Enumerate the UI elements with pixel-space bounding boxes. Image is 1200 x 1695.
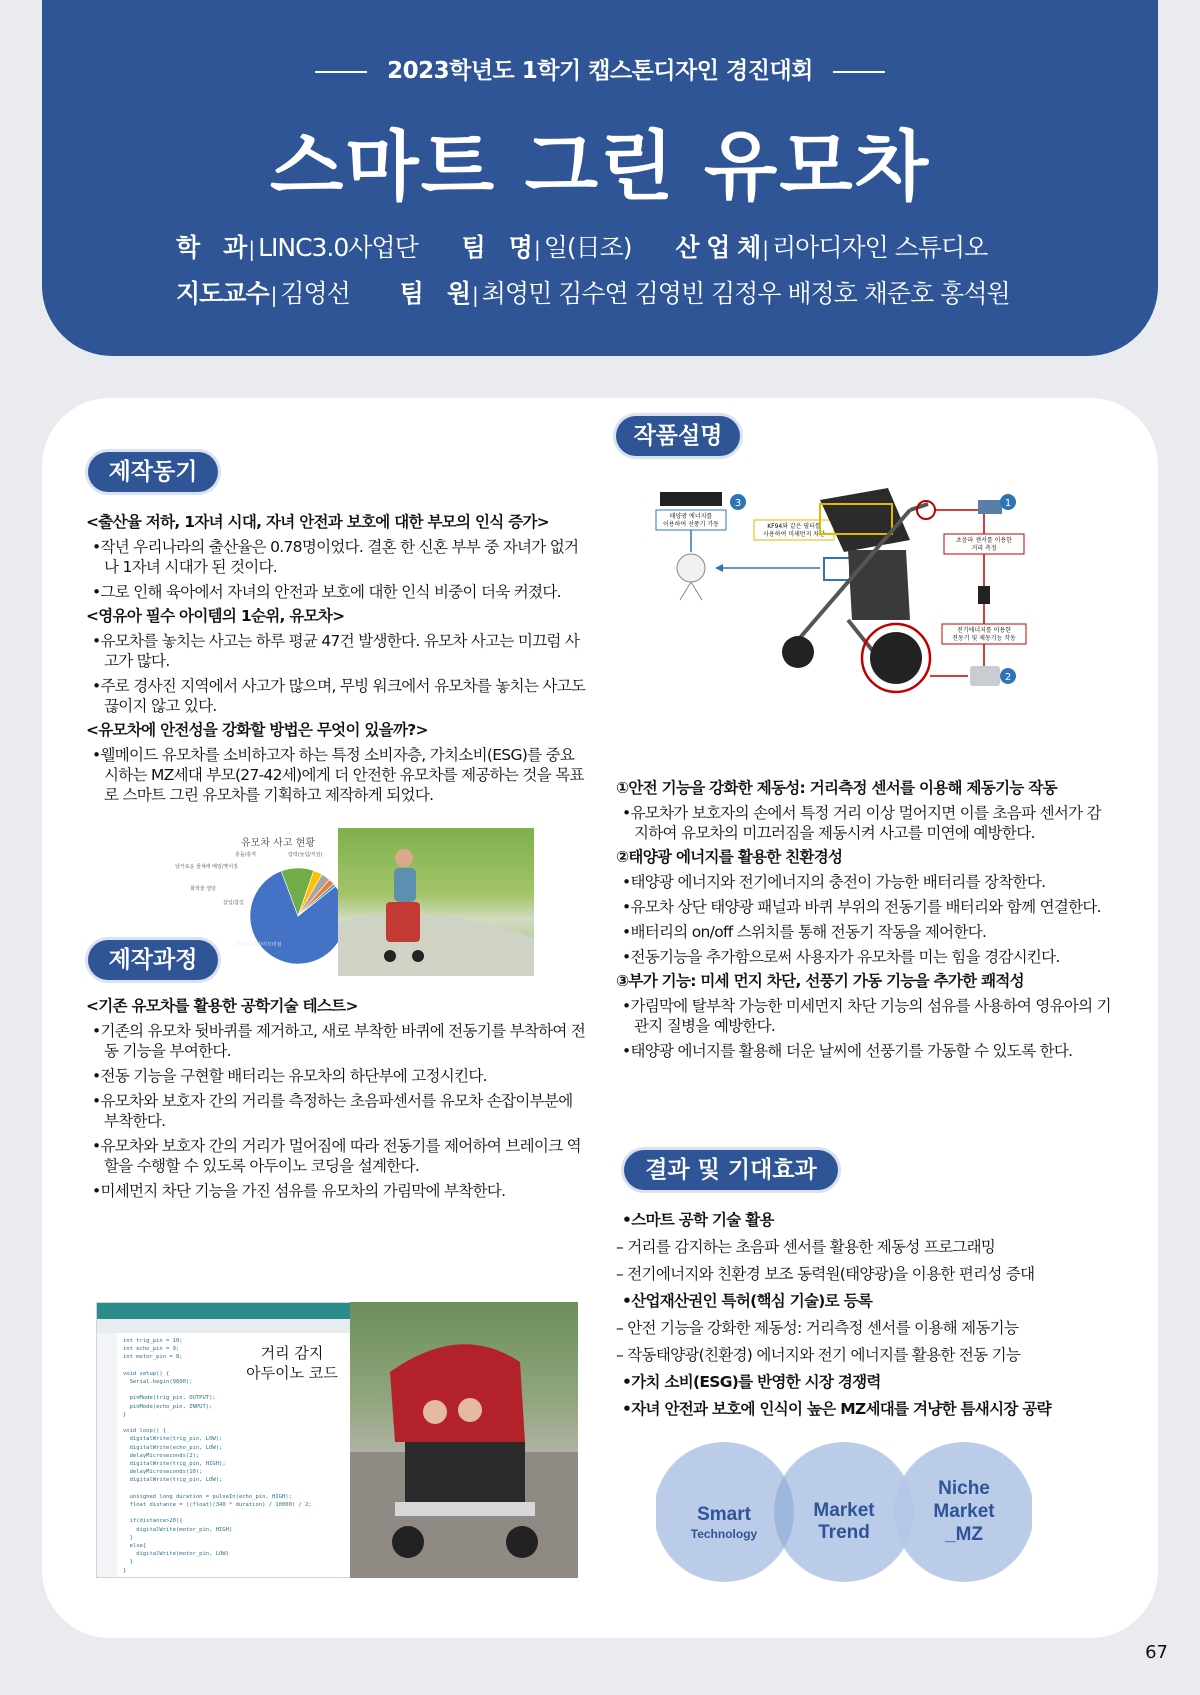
motor-icon [970,666,1000,686]
motivation-text [86,508,586,805]
code-caption: 거리 감지 아두이노 코드 [246,1344,338,1382]
process-bullet: •전동 기능을 구현할 배터리는 유모차의 하단부에 고정시킨다. [92,1067,487,1085]
description-bullet: •전동기능을 추가함으로써 사용자가 유모차를 미는 힘을 경감시킨다. [622,948,1060,966]
venn-label-technology: Technology [690,1527,758,1541]
process-bullet: •유모차와 보호자 간의 거리를 측정하는 초음파센서를 유모차 손잡이부분에 부착한다. [92,1092,573,1130]
venn-label-niche-market: Market [933,1501,995,1522]
badge-2-label: 2 [1004,672,1012,683]
advisor-label: 지도교수 [176,279,269,308]
motor-label-line1: 전기에너지를 이용한 [956,627,1012,634]
arduino-code-screenshot [96,1302,386,1578]
ide-tab [97,1319,385,1333]
company-label: 산 업 체 [675,233,761,262]
solar-panel-icon [660,492,722,506]
rear-wheel [870,632,922,684]
battery-icon [978,586,990,604]
divider-left [315,71,367,73]
section-pill-process: 제작과정 [88,940,218,980]
description-heading-1: ①안전 기능을 강화한 제동성: 거리측정 센서를 이용해 제동기능 작동 [616,779,1057,797]
pie-slice-label: 충돌/충격 [234,852,256,858]
motivation-heading-3: <유모차에 안전성을 강화할 방법은 무엇이 있을까?> [86,721,428,739]
pie-title: 유모차 사고 현황 [241,838,315,849]
company-value: 리아디자인 스튜디오 [772,233,988,262]
ultra-label-line2: 거리 측정 [971,545,997,552]
page-number: 67 [1145,1642,1168,1663]
process-bullet: •기존의 유모차 뒷바퀴를 제거하고, 새로 부착한 바퀴에 전동기를 부착하여 전동 기능을 부여한다. [92,1022,586,1060]
ide-toolbar [97,1303,385,1319]
team-name-value: 일(日조) [543,233,632,262]
motivation-bullet: •주로 경사진 지역에서 사고가 많으며, 무빙 워크에서 유모차를 놓치는 사고도 끊이지 않고 있다. [92,677,586,715]
results-detail: – 안전 기능을 강화한 제동성: 거리측정 센서를 이용해 제동기능 [616,1319,1019,1337]
venn-label-trend: Trend [818,1522,870,1543]
description-bullet: •유모차가 보호자의 손에서 특정 거리 이상 멀어지면 이를 초음파 센서가 감지하여 유모차의 미끄러짐을 제동시켜 사고를 미연에 예방한다. [622,804,1101,842]
fan-icon [677,554,705,582]
badge-1-label: 1 [1004,498,1012,509]
badge-3-label: 3 [734,498,742,509]
ultra-label-line1: 초음파 센서를 이용한 [956,537,1012,544]
members-value: 최영민 김수연 김영빈 김정우 배정호 채준호 홍석원 [481,279,1010,308]
results-heading: •자녀 안전과 보호에 인식이 높은 MZ세대를 겨냥한 틈새시장 공략 [622,1400,1051,1418]
members-label: 팀 원 [399,279,471,308]
advisor-value: 김영선 [280,279,350,308]
pie-slice-label: 추락/넘어짐/미끄러짐 [234,942,282,948]
results-detail: – 거리를 감지하는 초음파 센서를 활용한 제동성 프로그래밍 [616,1238,996,1256]
prototype-stroller-photo [350,1302,578,1578]
info-row-2: 지도교수 | 김영선 팀 원 | 최영민 김수연 김영빈 김정우 배정호 채준호 홍석원 [176,279,1010,308]
process-bullet: •유모차와 보호자 간의 거리가 멀어짐에 따라 전동기를 제어하여 브레이크 역할을 수행할 수 있도록 아두이노 코딩을 설계한다. [92,1137,581,1175]
motor-label-line2: 전동기 및 제동기능 작동 [952,635,1016,642]
section-pill-motivation: 제작동기 [88,452,218,492]
description-bullet: •가림막에 탈부착 가능한 미세먼지 차단 기능의 섬유를 사용하여 영유아의 기관지 질병을 예방한다. [622,997,1111,1035]
description-bullet: •태양광 에너지를 활용해 더운 날씨에 선풍기를 가동할 수 있도록 한다. [622,1042,1073,1060]
dept-label: 학 과 [176,233,247,262]
description-bullet: •태양광 에너지와 전기에너지의 충전이 가능한 배터리를 장착한다. [622,873,1046,891]
venn-label-niche: Niche [938,1478,990,1499]
divider-right [833,71,885,73]
ultrasonic-sensor-icon [978,500,1002,514]
venn-label-mz: _MZ [945,1524,983,1545]
results-detail: – 작동태양광(친환경) 에너지와 전기 에너지를 활용한 전동 기능 [616,1346,1021,1364]
venn-label-smart: Smart [697,1504,751,1525]
solar-label-line2: 이용하여 선풍기 가동 [663,521,719,528]
section-pill-results: 결과 및 기대효과 [624,1150,838,1190]
pie-slice-label: 날카로운 물체에 베임/찢어짐 [175,864,238,870]
process-bullet: •미세먼지 차단 기능을 가진 섬유를 유모차의 가림막에 부착한다. [92,1182,506,1200]
pie-slice-label: 압력(눌림/끼임) [288,852,323,858]
filter-label-line1: KF94와 같은 필터를 [767,523,821,530]
front-wheel [782,636,814,668]
section-pill-description: 작품설명 [616,416,740,456]
description-heading-3: ③부가 기능: 미세 먼지 차단, 선풍기 가동 기능을 추가한 쾌적성 [616,972,1024,990]
pie-slice-label: 화학물 열탕 [190,886,216,892]
content-card [42,398,1158,1638]
motivation-bullet: •웰메이드 유모차를 소비하고자 하는 특정 소비자층, 가치소비(ESG)를 중요시하는 MZ세대 부모(27-42세)에게 더 안전한 유모차를 제공하는 것을 목표로 스마트 그린 유모차를 기획하고 제작하게 되었다. [92,746,584,804]
project-title: 스마트 그린 유모차 [269,122,931,211]
process-heading: <기존 유모차를 활용한 공학기술 테스트> [86,997,358,1015]
team-name-label: 팀 명 [461,233,532,262]
results-heading: •산업재산권인 특허(핵심 기술)로 등록 [622,1292,873,1310]
filter-label-line2: 사용하여 미세먼지 차단 [763,531,825,538]
dept-value: LINC3.0사업단 [258,233,418,262]
pie-slice-label: 삽입/흡입 [222,900,244,906]
venn-label-market: Market [813,1500,875,1521]
results-heading: •스마트 공학 기술 활용 [622,1211,774,1229]
poster-header [42,0,1158,356]
motivation-heading-2: <영유아 필수 아이템의 1순위, 유모차> [86,607,345,625]
product-feature-diagram [648,480,1116,718]
results-detail: – 전기에너지와 친환경 보조 동력원(태양광)을 이용한 편리성 증대 [616,1265,1035,1283]
results-heading: •가치 소비(ESG)를 반영한 시장 경쟁력 [622,1373,881,1391]
ide-line-gutter [97,1333,117,1577]
stroller-park-photo [338,828,534,976]
motivation-bullet: •작년 우리나라의 출산율은 0.78명이었다. 결혼 한 신혼 부부 중 자녀가 없거나 1자녀 시대가 된 것이다. [92,538,579,576]
description-heading-2: ②태양광 에너지를 활용한 친환경성 [616,848,843,866]
contest-title: 2023학년도 1학기 캡스톤디자인 경진대회 [42,52,1158,85]
info-row-1: 학 과 | LINC3.0사업단 팀 명 | 일(日조) 산 업 체 | 리아디자인 스튜디오 [176,233,988,262]
stroller-canopy [820,488,910,552]
motivation-bullet: •유모차를 놓치는 사고는 하루 평균 47건 발생한다. 유모차 사고는 미끄럼 사고가 많다. [92,632,580,670]
description-text [616,774,1114,1061]
process-text [86,992,586,1201]
description-bullet: •유모차 상단 태양광 패널과 바퀴 부위의 전동기를 배터리와 함께 연결한다. [622,898,1101,916]
code-listing: int trig_pin = 10; int echo_pin = 9; int motor_pin = 8; void setup() { Serial.begin(9600); pinMode(trig_pin, OUTPUT); pinMode(echo_pin, INPUT); } void loop() { digitalWrite(trig_pin, LOW); digitalWrite(echo_pin, LOW); delayMicroseconds(2); digitalWrite(trig_pin, HIGH); delayMicroseconds(10); digitalWrite(trig_pin, LOW); unsigned long duration = pulseIn(echo_pin, HIGH); float distance = ((float)(340 * duration) / 10000) / 2; if(distance>20){ digitalWrite(motor_pin, HIGH) } else{ digitalWrite(motor_pin, LOW) } } [123,1338,312,1574]
motivation-bullet: •그로 인해 육아에서 자녀의 안전과 보호에 대한 인식 비중이 더욱 커졌다. [92,583,561,601]
description-bullet: •배터리의 on/off 스위치를 통해 전동기 작동을 제어한다. [622,923,987,941]
results-text [616,1206,1116,1419]
solar-label-line1: 태양광 에너지를 [669,513,713,520]
venn-diagram [656,1432,1032,1592]
motivation-heading-1: <출산율 저하, 1자녀 시대, 자녀 안전과 보호에 대한 부모의 인식 증가> [86,513,550,531]
